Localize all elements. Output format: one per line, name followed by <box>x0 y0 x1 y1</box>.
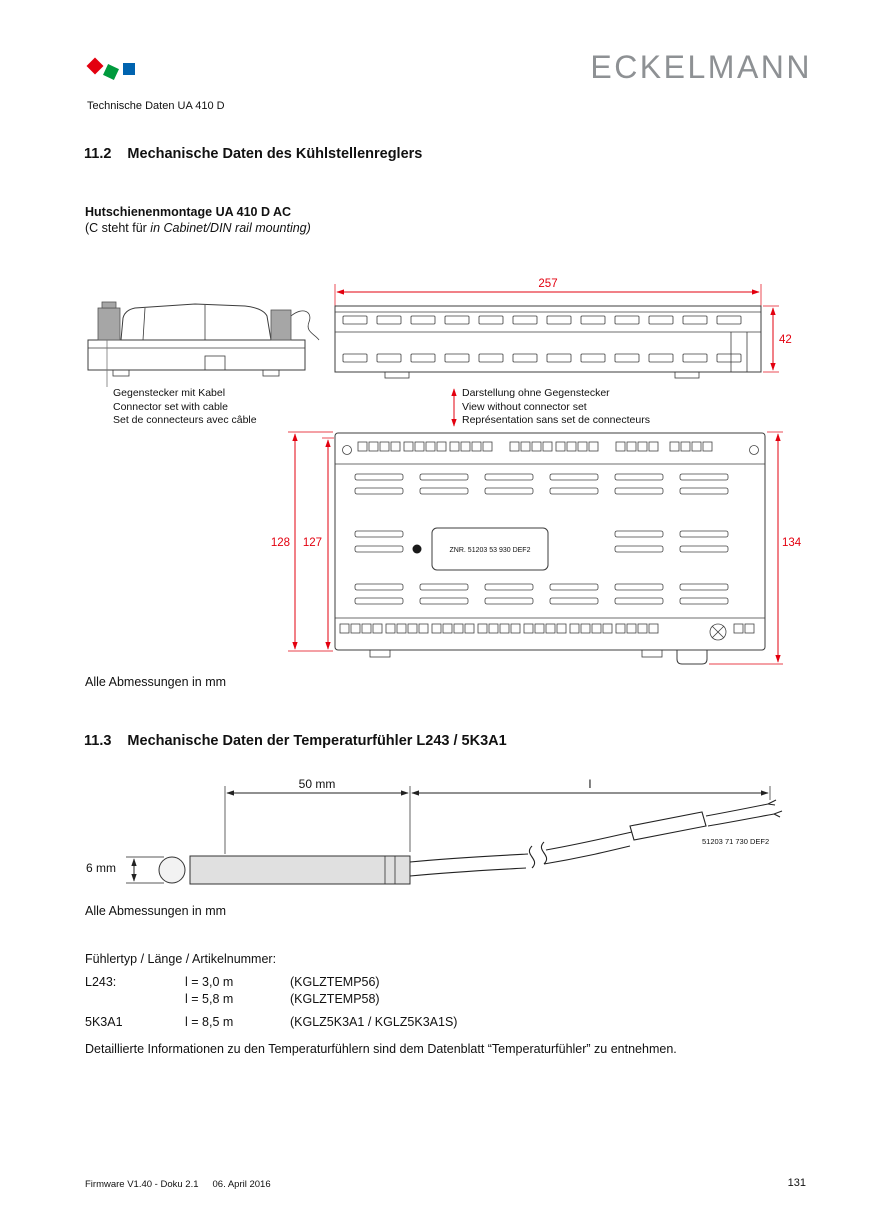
sensor-row <box>85 974 457 991</box>
mounting-subtitle-note <box>85 220 311 236</box>
view-label-fr: Représentation sans set de connecteurs <box>462 414 650 426</box>
connector-label-de: Gegenstecker mit Kabel <box>113 387 226 399</box>
vent-slots-lower <box>355 584 728 604</box>
dimension-cable-length <box>412 777 770 800</box>
dimensions-note-2: Alle Abmessungen in mm <box>85 904 227 918</box>
dimension-257 <box>335 278 761 306</box>
top-view-drawing <box>333 276 793 382</box>
front-view-drawing <box>270 428 805 668</box>
terminal-blocks-top <box>343 442 759 455</box>
sensor-length: l = 5,8 m <box>185 992 234 1006</box>
section-title: Mechanische Daten der Temperaturfühler L243 / 5K3A1 <box>127 733 507 749</box>
mount-foot-right <box>675 372 699 378</box>
sensor-article: (KGLZTEMP58) <box>290 992 380 1006</box>
view-direction-arrow <box>447 384 461 431</box>
section-11-3-heading <box>84 733 507 749</box>
side-view-drawing <box>85 292 320 388</box>
section-number: 11.3 <box>84 733 112 749</box>
dimension-50mm <box>225 777 410 854</box>
view-label <box>462 387 650 428</box>
dim-height-left-inner-value: 127 <box>302 537 322 549</box>
sensor-type-table <box>85 974 457 1031</box>
sensor-body <box>159 856 410 884</box>
page-number: 131 <box>787 1177 806 1189</box>
sensor-row <box>85 1014 457 1031</box>
terminal-blocks-bottom <box>340 624 754 640</box>
brand-wordmark: ECKELMANN <box>590 49 812 85</box>
dim-height-left-outer-value: 128 <box>270 537 290 549</box>
sensor-length: l = 3,0 m <box>185 975 234 989</box>
connector-cable-squiggle <box>291 311 319 340</box>
section-number: 11.2 <box>84 146 112 162</box>
sensor-list-heading: Fühlertyp / Länge / Artikelnummer: <box>85 952 277 966</box>
vent-slots-middle <box>355 531 728 552</box>
detail-note: Detaillierte Informationen zu den Temperaturfühlern sind dem Datenblatt “Temperaturfühler” zu entnehmen. <box>85 1042 677 1056</box>
dimension-134 <box>709 432 802 664</box>
vent-slots-row-1 <box>343 316 741 324</box>
doc-reference: Technische Daten UA 410 D <box>87 100 225 112</box>
logo-green-square-icon <box>103 64 119 80</box>
sensor-row <box>85 991 457 1008</box>
dim-height-top-value: 42 <box>779 334 792 346</box>
dim-height-right-value: 134 <box>782 537 802 549</box>
section-11-2-heading <box>84 146 422 162</box>
temperature-sensor-drawing <box>80 776 800 902</box>
mount-foot-left <box>385 372 409 378</box>
view-label-en: View without connector set <box>462 400 587 413</box>
side-view-connectors <box>98 302 319 340</box>
vent-slots-upper <box>355 474 728 494</box>
sensor-type <box>85 991 185 1008</box>
front-foot-left <box>370 650 390 657</box>
sensor-drawing-ref: 51203 71 730 DEF2 <box>702 837 770 846</box>
footer-info <box>85 1179 271 1190</box>
section-title: Mechanische Daten des Kühlstellenreglers <box>127 146 423 162</box>
subtitle-normal-part: (C steht für <box>85 221 151 235</box>
sensor-article: (KGLZ5K3A1 / KGLZ5K3A1S) <box>290 1015 458 1029</box>
mounting-subtitle: Hutschienenmontage UA 410 D AC <box>85 205 292 219</box>
dimensions-note-1: Alle Abmessungen in mm <box>85 675 227 689</box>
dimension-6mm <box>86 857 164 883</box>
sensor-type: 5K3A1 <box>85 1015 123 1029</box>
footer-date: 06. April 2016 <box>212 1179 271 1190</box>
dim-sensor-length-value: 50 mm <box>298 777 336 791</box>
subtitle-italic-part: in Cabinet/DIN rail mounting) <box>150 221 311 235</box>
vent-slots-row-2 <box>343 354 741 362</box>
logo-red-diamond-icon <box>87 58 104 75</box>
dimension-127 <box>303 438 334 649</box>
dim-cable-length-value: l <box>588 777 592 791</box>
footer-firmware: Firmware V1.40 - Doku 2.1 <box>85 1179 199 1190</box>
sensor-length: l = 8,5 m <box>185 1015 234 1029</box>
logo-blue-square-icon <box>123 63 135 75</box>
top-view-body <box>335 306 761 378</box>
dim-diameter-value: 6 mm <box>86 861 116 875</box>
front-foot-right <box>642 650 662 657</box>
board-ref-text: ZNR. 51203 53 930 DEF2 <box>449 547 531 554</box>
view-label-de: Darstellung ohne Gegenstecker <box>462 387 610 399</box>
sensor-article: (KGLZTEMP56) <box>290 975 380 989</box>
sensor-type: L243: <box>85 975 117 989</box>
led-indicator <box>413 545 422 554</box>
page-header <box>0 0 870 120</box>
dimension-42 <box>763 306 792 372</box>
front-view-body <box>335 433 765 664</box>
connector-label-en: Connector set with cable <box>113 400 228 413</box>
type-label-box <box>432 528 548 570</box>
din-rail-clip <box>677 650 707 664</box>
connector-label <box>113 387 257 428</box>
connector-label-fr: Set de connecteurs avec câble <box>113 414 257 426</box>
dim-width-value: 257 <box>538 278 558 290</box>
